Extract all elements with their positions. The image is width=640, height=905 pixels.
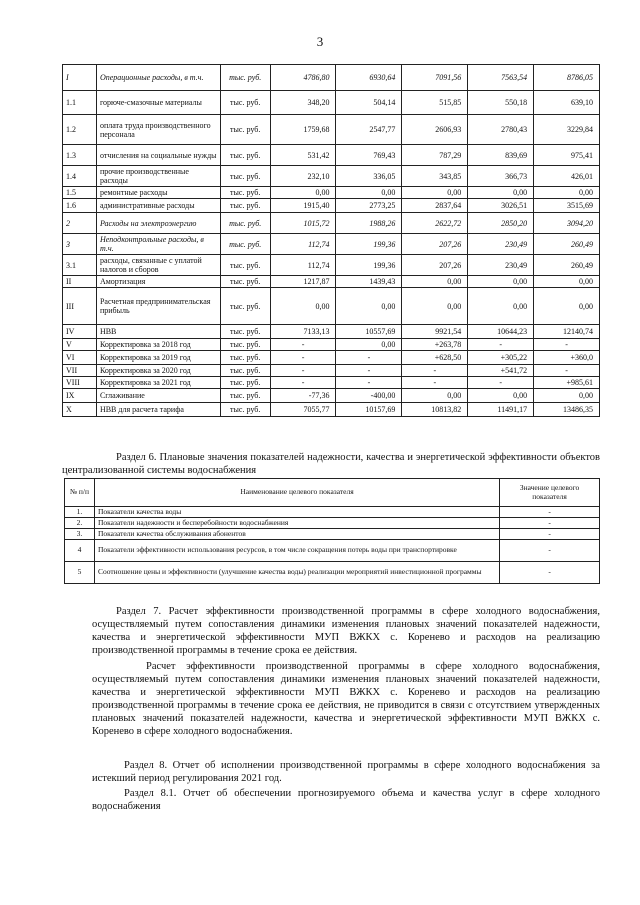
row-value: - — [336, 351, 402, 365]
row-value: - — [270, 339, 336, 351]
row-name: Корректировка за 2018 год — [96, 339, 220, 351]
row-value: 2606,93 — [402, 115, 468, 145]
row-value: 8786,05 — [534, 65, 600, 91]
row-name: НВВ для расчета тарифа — [96, 403, 220, 417]
row-number: IX — [63, 389, 97, 403]
row-value: 839,69 — [468, 145, 534, 166]
table-row — [63, 91, 600, 115]
row-value: 1988,26 — [336, 213, 402, 234]
row-value: - — [468, 339, 534, 351]
section7-paragraph: Раздел 7. Расчет эффективности производственной программы в сфере холодного водоснабжения, осуществляемый путем сопоставления динамики изменения плановых значений показателей надежности, качества и энергетической эффективности МУП ВЖКХ с. Коренево и расходов на реализацию производственной программы в течение срока ее действия. — [92, 606, 600, 656]
row-unit: тыс. руб. — [220, 65, 270, 91]
row-number: 1.1 — [63, 91, 97, 115]
row-value: 207,26 — [402, 255, 468, 276]
row-value: 1915,40 — [270, 199, 336, 213]
row-number: VI — [63, 351, 97, 365]
row-unit: тыс. руб. — [220, 115, 270, 145]
row-value: - — [270, 377, 336, 389]
row-unit: тыс. руб. — [220, 276, 270, 288]
row-number: V — [63, 339, 97, 351]
row-number: 5 — [65, 562, 95, 584]
row-unit: тыс. руб. — [220, 365, 270, 377]
row-value: 0,00 — [336, 339, 402, 351]
row-unit: тыс. руб. — [220, 325, 270, 339]
row-name: административные расходы — [96, 199, 220, 213]
table-row — [63, 187, 600, 199]
row-value: 3026,51 — [468, 199, 534, 213]
row-number: III — [63, 288, 97, 325]
row-name: НВВ — [96, 325, 220, 339]
table-row — [63, 65, 600, 91]
row-number: 3. — [65, 529, 95, 540]
row-value: 0,00 — [468, 389, 534, 403]
row-value: - — [336, 365, 402, 377]
row-number: I — [63, 65, 97, 91]
row-value: 336,05 — [336, 166, 402, 187]
row-number: VII — [63, 365, 97, 377]
row-number: 1.2 — [63, 115, 97, 145]
row-value: 0,00 — [534, 187, 600, 199]
header-no: № п/п — [65, 479, 95, 507]
row-value: 0,00 — [270, 187, 336, 199]
row-value: 0,00 — [402, 288, 468, 325]
row-value: - — [500, 529, 600, 540]
row-unit: тыс. руб. — [220, 166, 270, 187]
row-value: 366,73 — [468, 166, 534, 187]
row-value: 787,29 — [402, 145, 468, 166]
table-row — [63, 365, 600, 377]
header-value: Значение целевого показателя — [500, 479, 600, 507]
row-value: 2622,72 — [402, 213, 468, 234]
row-unit: тыс. руб. — [220, 351, 270, 365]
row-unit: тыс. руб. — [220, 187, 270, 199]
row-value: 199,36 — [336, 234, 402, 255]
row-unit: тыс. руб. — [220, 403, 270, 417]
row-name: Корректировка за 2021 год — [96, 377, 220, 389]
row-value: 112,74 — [270, 255, 336, 276]
row-value: - — [336, 377, 402, 389]
row-value: 7091,56 — [402, 65, 468, 91]
row-value: +360,0 — [534, 351, 600, 365]
table-row — [65, 540, 600, 562]
row-unit: тыс. руб. — [220, 377, 270, 389]
table-row — [63, 276, 600, 288]
row-value: 0,00 — [336, 187, 402, 199]
row-unit: тыс. руб. — [220, 213, 270, 234]
row-value: 10157,69 — [336, 403, 402, 417]
target-indicators-table — [64, 478, 600, 584]
row-value: - — [500, 562, 600, 584]
table-row — [63, 199, 600, 213]
row-number: IV — [63, 325, 97, 339]
row-value: - — [534, 365, 600, 377]
row-value: 0,00 — [534, 288, 600, 325]
row-value: 2780,43 — [468, 115, 534, 145]
row-value: - — [534, 339, 600, 351]
row-value: 515,85 — [402, 91, 468, 115]
row-value: 230,49 — [468, 255, 534, 276]
section8-1-paragraph: Раздел 8.1. Отчет об обеспечении прогнозируемого объема и качества услуг в сфере холодного водоснабжения — [92, 788, 600, 812]
expenses-table — [62, 64, 600, 417]
section6-title: Раздел 6. Плановые значения показателей надежности, качества и энергетической эффективности объектов централизованной системы водоснабжения — [62, 452, 600, 476]
row-value: 504,14 — [336, 91, 402, 115]
row-value: 1759,68 — [270, 115, 336, 145]
row-value: - — [468, 377, 534, 389]
row-name: Корректировка за 2019 год — [96, 351, 220, 365]
row-value: - — [402, 365, 468, 377]
row-value: 1217,87 — [270, 276, 336, 288]
row-value: 3229,84 — [534, 115, 600, 145]
row-name: Показатели качества обслуживания абонентов — [94, 529, 499, 540]
row-value: 1015,72 — [270, 213, 336, 234]
row-value: 7563,54 — [468, 65, 534, 91]
row-value: +541,72 — [468, 365, 534, 377]
row-value: 1439,43 — [336, 276, 402, 288]
row-value: 769,43 — [336, 145, 402, 166]
row-value: 199,36 — [336, 255, 402, 276]
row-number: 1.3 — [63, 145, 97, 166]
row-name: отчисления на социальные нужды — [96, 145, 220, 166]
row-number: X — [63, 403, 97, 417]
row-value: 0,00 — [270, 288, 336, 325]
row-value: 7133,13 — [270, 325, 336, 339]
row-value: 9921,54 — [402, 325, 468, 339]
row-value: +985,61 — [534, 377, 600, 389]
row-name: Корректировка за 2020 год — [96, 365, 220, 377]
row-value: 0,00 — [402, 389, 468, 403]
row-value: 0,00 — [534, 389, 600, 403]
table-row — [63, 115, 600, 145]
table-row — [63, 339, 600, 351]
table-row — [63, 234, 600, 255]
row-unit: тыс. руб. — [220, 389, 270, 403]
row-number: VIII — [63, 377, 97, 389]
table-header-row — [65, 479, 600, 507]
row-value: 639,10 — [534, 91, 600, 115]
row-value: 10813,82 — [402, 403, 468, 417]
row-value: 7055,77 — [270, 403, 336, 417]
row-value: 0,00 — [402, 187, 468, 199]
row-name: горюче-смазочные материалы — [96, 91, 220, 115]
table-row — [63, 213, 600, 234]
row-name: Неподконтрольные расходы, в т.ч. — [96, 234, 220, 255]
row-number: 1. — [65, 507, 95, 518]
row-value: 12140,74 — [534, 325, 600, 339]
row-value: 531,42 — [270, 145, 336, 166]
row-name: Операционные расходы, в т.ч. — [96, 65, 220, 91]
row-value: 0,00 — [402, 276, 468, 288]
table-row — [63, 377, 600, 389]
efficiency-paragraph: Расчет эффективности производственной программы в сфере холодного водоснабжения, осуществляемый путем сопоставления динамики изменения плановых значений показателей надежности, качества и энергетической эффективности МУП ВЖКХ с. Коренево и расходов на реализацию производственной программы в течение срока ее действия, не приводится в связи с отсутствием утвержденных плановых значений показателей надежности, качества и энергетической эффективности МУП ВЖКХ с. Коренево в сфере холодного водоснабжения. — [92, 661, 600, 737]
row-value: - — [500, 507, 600, 518]
row-value: - — [500, 518, 600, 529]
row-number: 1.5 — [63, 187, 97, 199]
row-value: 232,10 — [270, 166, 336, 187]
row-value: - — [500, 540, 600, 562]
row-unit: тыс. руб. — [220, 234, 270, 255]
row-value: 10557,69 — [336, 325, 402, 339]
table-row — [63, 325, 600, 339]
row-value: +305,22 — [468, 351, 534, 365]
table-row — [65, 507, 600, 518]
row-value: 550,18 — [468, 91, 534, 115]
row-number: II — [63, 276, 97, 288]
row-number: 1.4 — [63, 166, 97, 187]
row-value: - — [402, 377, 468, 389]
row-name: Показатели надежности и бесперебойности водоснабжения — [94, 518, 499, 529]
row-name: ремонтные расходы — [96, 187, 220, 199]
table-row — [63, 255, 600, 276]
row-value: 3515,69 — [534, 199, 600, 213]
row-unit: тыс. руб. — [220, 199, 270, 213]
row-value: 343,85 — [402, 166, 468, 187]
row-number: 2. — [65, 518, 95, 529]
row-value: 348,20 — [270, 91, 336, 115]
row-value: 11491,17 — [468, 403, 534, 417]
row-value: 260,49 — [534, 234, 600, 255]
row-name: Соотношение цены и эффективности (улучшение качества воды) реализации мероприятий инвестиционной программы — [94, 562, 499, 584]
table-row — [65, 529, 600, 540]
row-name: Амортизация — [96, 276, 220, 288]
row-number: 2 — [63, 213, 97, 234]
row-value: 3094,20 — [534, 213, 600, 234]
row-value: 4786,80 — [270, 65, 336, 91]
row-name: Сглаживание — [96, 389, 220, 403]
row-name: оплата труда производственного персонала — [96, 115, 220, 145]
row-unit: тыс. руб. — [220, 255, 270, 276]
row-unit: тыс. руб. — [220, 339, 270, 351]
row-name: Показатели качества воды — [94, 507, 499, 518]
row-unit: тыс. руб. — [220, 91, 270, 115]
table-row — [63, 166, 600, 187]
row-value: 6930,64 — [336, 65, 402, 91]
page-number: 3 — [316, 34, 324, 49]
row-value: - — [270, 365, 336, 377]
row-name: расходы, связанные с уплатой налогов и сборов — [96, 255, 220, 276]
row-value: 0,00 — [468, 288, 534, 325]
row-value: 2837,64 — [402, 199, 468, 213]
row-value: 13486,35 — [534, 403, 600, 417]
row-value: 2850,20 — [468, 213, 534, 234]
row-number: 4 — [65, 540, 95, 562]
table-row — [65, 562, 600, 584]
row-value: +263,78 — [402, 339, 468, 351]
table-row — [63, 351, 600, 365]
row-value: 112,74 — [270, 234, 336, 255]
row-number: 3 — [63, 234, 97, 255]
row-value: 230,49 — [468, 234, 534, 255]
row-number: 1.6 — [63, 199, 97, 213]
row-value: +628,50 — [402, 351, 468, 365]
row-value: -400,00 — [336, 389, 402, 403]
row-value: 426,01 — [534, 166, 600, 187]
row-name: Расходы на электроэнергию — [96, 213, 220, 234]
row-value: 2773,25 — [336, 199, 402, 213]
row-value: -77,36 — [270, 389, 336, 403]
row-value: 0,00 — [468, 276, 534, 288]
table-row — [65, 518, 600, 529]
table-row — [63, 403, 600, 417]
row-value: 260,49 — [534, 255, 600, 276]
row-name: Показатели эффективности использования ресурсов, в том числе сокращения потерь воды при транспортировке — [94, 540, 499, 562]
row-value: - — [270, 351, 336, 365]
row-value: 207,26 — [402, 234, 468, 255]
section8-paragraph: Раздел 8. Отчет об исполнении производственной программы в сфере холодного водоснабжения за истекший период регулирования 2021 год. — [92, 760, 600, 784]
table-row — [63, 145, 600, 166]
row-unit: тыс. руб. — [220, 145, 270, 166]
row-value: 10644,23 — [468, 325, 534, 339]
row-value: 0,00 — [534, 276, 600, 288]
row-number: 3.1 — [63, 255, 97, 276]
row-value: 0,00 — [468, 187, 534, 199]
row-name: Расчетная предпринимательская прибыль — [96, 288, 220, 325]
table-row — [63, 288, 600, 325]
row-value: 0,00 — [336, 288, 402, 325]
header-name: Наименование целевого показателя — [94, 479, 499, 507]
row-unit: тыс. руб. — [220, 288, 270, 325]
row-name: прочие производственные расходы — [96, 166, 220, 187]
row-value: 975,41 — [534, 145, 600, 166]
table-row — [63, 389, 600, 403]
row-value: 2547,77 — [336, 115, 402, 145]
